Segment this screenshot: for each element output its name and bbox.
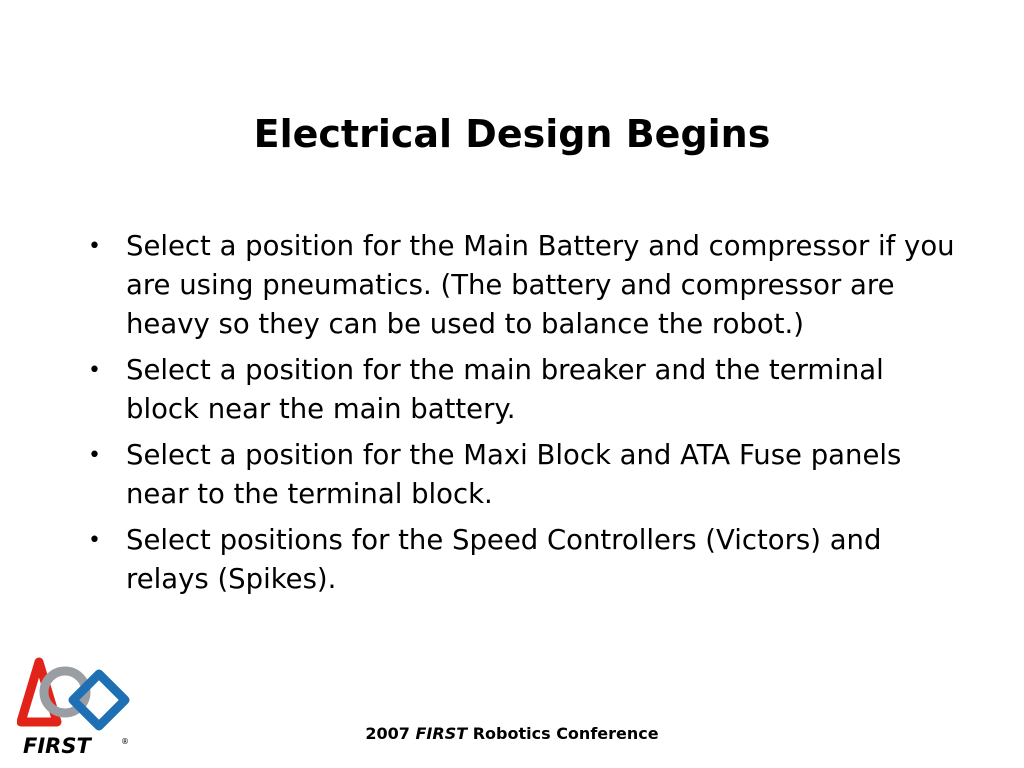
- footer-rest: Robotics Conference: [472, 724, 659, 743]
- footer: [0, 722, 1024, 746]
- bullet-item: [88, 351, 958, 429]
- footer-emphasis: FIRST: [415, 724, 468, 743]
- bullet-text: Select a position for the Main Battery and compressor if you are using pneumatics. (The battery and compressor are heavy so they can be used to balance the robot.): [126, 230, 955, 340]
- bullet-item: [88, 227, 958, 344]
- bullet-list: [88, 227, 958, 606]
- bullet-marker: •: [88, 443, 101, 468]
- bullet-item: [88, 521, 958, 599]
- bullet-text: Select positions for the Speed Controllers (Victors) and relays (Spikes).: [126, 524, 882, 595]
- footer-year: 2007: [365, 724, 410, 743]
- bullet-marker: •: [88, 528, 101, 553]
- logo-wordmark: FIRST: [23, 734, 91, 758]
- bullet-marker: •: [88, 234, 101, 259]
- bullet-marker: •: [88, 358, 101, 383]
- slide-title: Electrical Design Begins: [253, 112, 771, 156]
- bullet-item: [88, 436, 958, 514]
- logo-registered-mark: ®: [121, 737, 129, 746]
- bullet-text: Select a position for the main breaker and the terminal block near the main battery.: [126, 354, 884, 425]
- bullet-text: Select a position for the Maxi Block and ATA Fuse panels near to the terminal block.: [126, 439, 902, 510]
